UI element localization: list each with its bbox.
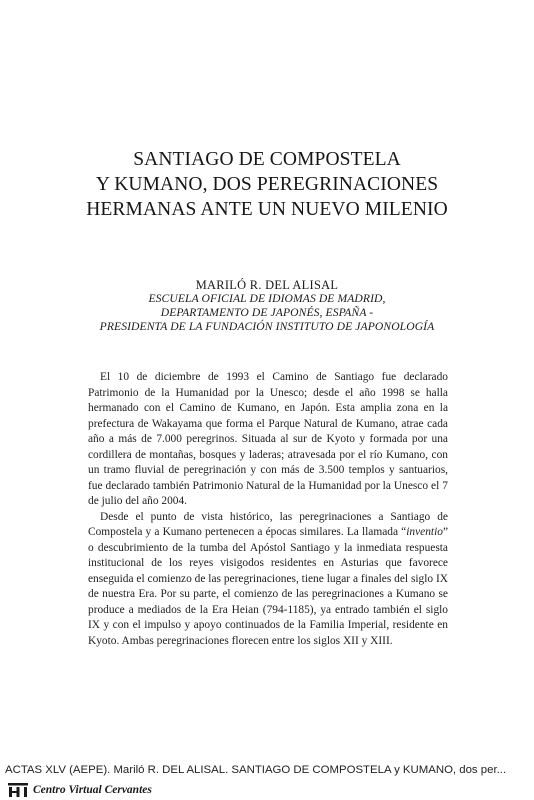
affiliation-line: ESCUELA OFICIAL DE IDIOMAS DE MADRID, <box>148 292 386 305</box>
paragraph-text: Desde el punto de vista histórico, las peregrinaciones a Santiago de Compostela y a Kumano pertenecen a épocas similares. La llamada “ <box>88 510 448 538</box>
cervantes-logo-icon <box>8 783 28 797</box>
paragraph-text: ” o descubrimiento de la tumba del Apóstol Santiago y la inmediata respuesta institucional de los reyes visigodos residentes en Asturias que favorece enseguida el comienzo de las peregrinaciones, tiene lugar a finales del siglo IX de nuestra Era. Por su parte, el comienzo de las peregrinaciones a Kumano se produce a mediados de la Era Heian (794-1185), ya entrado también el siglo IX y con el impulso y apoyo continuados de la Familia Imperial, residente en Kyoto. Ambas peregrinaciones florecen entre los siglos XII y XIII. <box>88 526 448 647</box>
italic-term: inventio <box>406 526 443 538</box>
title-line: SANTIAGO DE COMPOSTELA <box>133 149 401 170</box>
footer <box>0 760 534 800</box>
brand-name: Centro Virtual Cervantes <box>33 784 152 796</box>
affiliation-line: PRESIDENTA DE LA FUNDACIÓN INSTITUTO DE JAPONOLOGÍA <box>99 320 435 333</box>
paragraph <box>88 510 448 650</box>
brand-link[interactable] <box>8 782 152 798</box>
title-line: Y KUMANO, DOS PEREGRINACIONES <box>95 174 439 195</box>
author-name: MARILÓ R. DEL ALISAL <box>195 278 339 292</box>
paragraph: El 10 de diciembre de 1993 el Camino de Santiago fue declarado Patrimonio de la Humanidad por la Unesco; desde el año 1998 se halla hermanado con el Camino de Kumano, en Japón. Esta amplia zona en la prefectura de Wakayama que forma el Parque Natural de Kumano, atrae cada año a más de 7.000 peregrinos. Situada al sur de Kyoto y formada por una cordillera de montañas, bosques y laderas; atravesada por el río Kumano, con un tramo fluvial de peregrinación y con más de 3.500 templos y santuarios, fue declarado también Patrimonio Natural de la Humanidad por la Unesco el 7 de julio del año 2004. <box>88 371 448 507</box>
affiliation-line: DEPARTAMENTO DE JAPONÉS, ESPAÑA - <box>160 306 374 319</box>
citation-link[interactable]: ACTAS XLV (AEPE). Mariló R. DEL ALISAL. SANTIAGO DE COMPOSTELA y KUMANO, dos per... <box>5 764 507 776</box>
title-line: HERMANAS ANTE UN NUEVO MILENIO <box>86 199 448 220</box>
document-title <box>40 147 494 222</box>
author-block <box>60 278 474 334</box>
body-text <box>88 370 448 649</box>
